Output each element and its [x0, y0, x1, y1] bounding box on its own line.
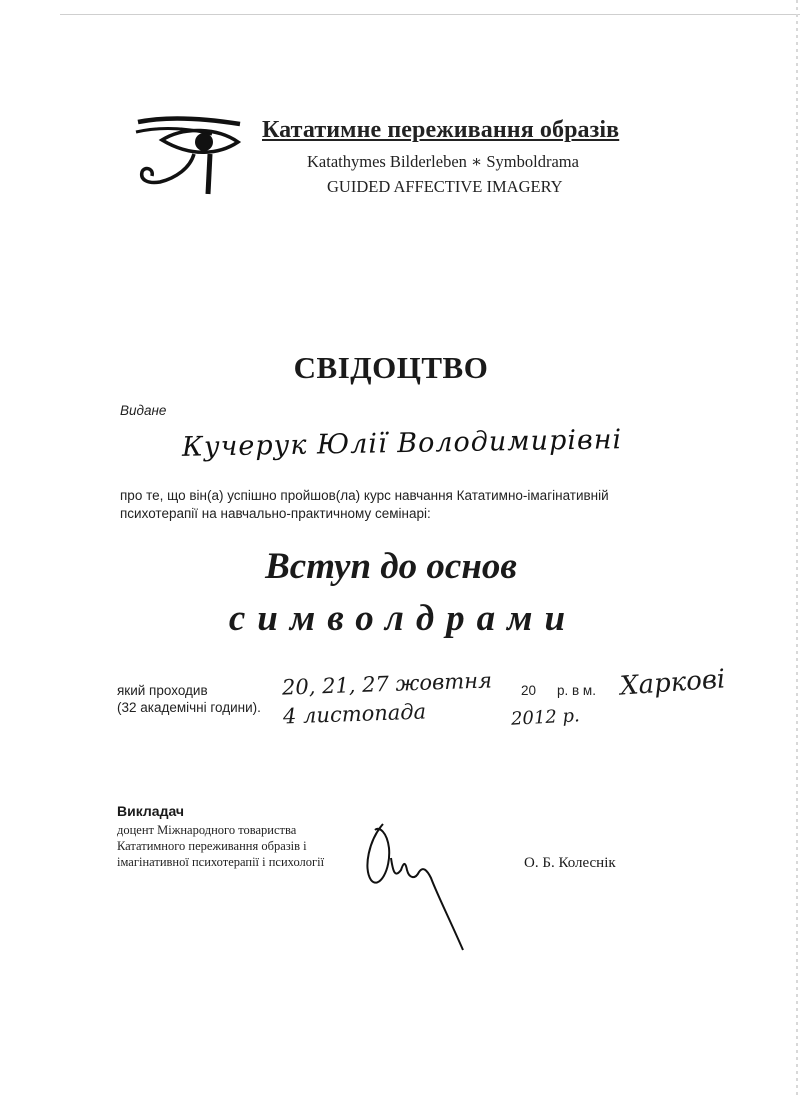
- year-prefix: 20: [521, 683, 537, 698]
- statement-line-2: психотерапії на навчально-практичному семінарі:: [120, 506, 431, 521]
- recipient-name: Кучерук Юлії Володимирівні: [181, 424, 623, 463]
- org-english-name: GUIDED AFFECTIVE IMAGERY: [327, 177, 563, 196]
- org-subtitle: Katathymes Bilderleben ∗ Symboldrama: [307, 152, 579, 171]
- scan-edge-right: [796, 0, 798, 1098]
- document-title: СВІДОЦТВО: [293, 350, 489, 385]
- eye-of-horus-icon: [132, 112, 244, 198]
- issued-label: Видане: [120, 403, 167, 418]
- year-handwritten: 2012 р.: [510, 705, 581, 730]
- held-label: який проходив: [117, 683, 208, 698]
- course-title-line-1: Вступ до основ: [265, 546, 517, 587]
- statement-line-1: про те, що він(а) успішно пройшов(ла) курс навчання Кататимно-імагінативній: [120, 488, 609, 503]
- handwritten-signature: [357, 818, 477, 958]
- year-suffix: р. в м.: [557, 683, 596, 698]
- position-line-2: Кататимного переживання образів і: [117, 839, 307, 853]
- course-title-line-2: символдрами: [228, 598, 578, 639]
- city-handwritten: Харкові: [619, 664, 727, 702]
- scan-edge-top: [60, 14, 800, 15]
- org-title: Кататимне переживання образів: [262, 117, 620, 143]
- dates-handwritten-2: 4 листопада: [282, 699, 427, 729]
- hours-label: (32 академічні години).: [117, 700, 261, 715]
- position-line-3: імагінативної психотерапії і психології: [117, 855, 325, 869]
- position-line-1: доцент Міжнародного товариства: [117, 823, 297, 837]
- dates-handwritten-1: 20, 21, 27 жовтня: [281, 668, 493, 700]
- lecturer-role: Викладач: [117, 803, 185, 819]
- signatory-name: О. Б. Колеснік: [524, 855, 616, 871]
